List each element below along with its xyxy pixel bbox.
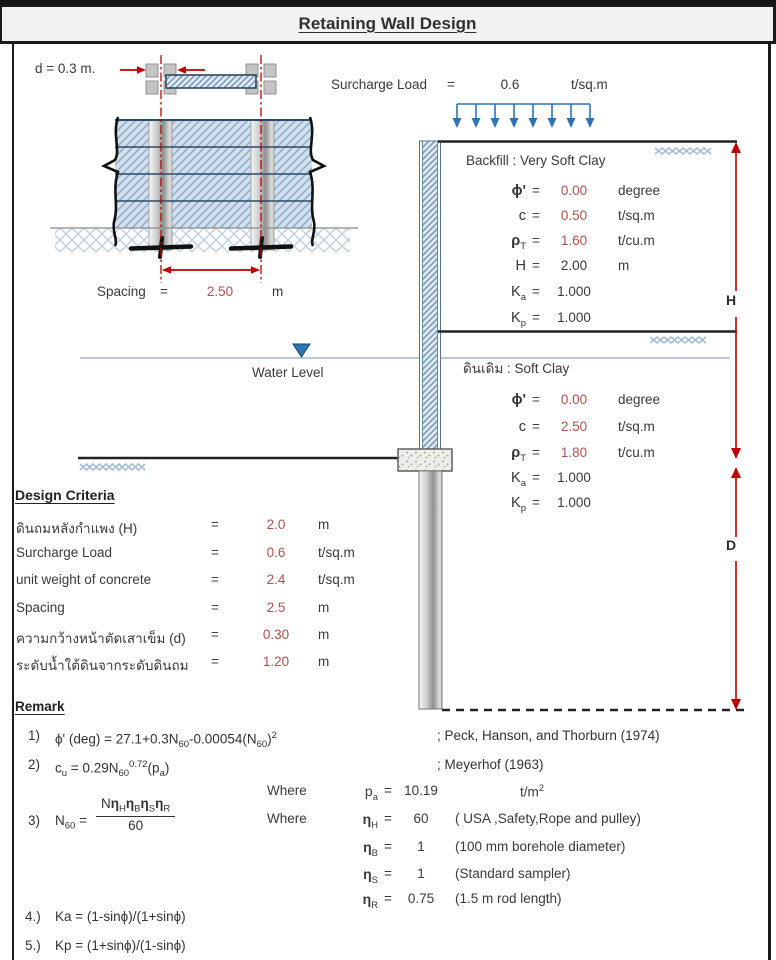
criteria-row: unit weight of concrete = 2.4 t/sq.m [16,572,355,587]
backfill-row: c = 0.50 t/sq.m [518,208,655,224]
density-value: 1.80 [560,445,588,460]
criteria-row: Spacing = 2.5 m [16,600,330,615]
native-soil-row: $\rho_T$ = 1.80 t/cu.m [511,445,655,464]
backfill-title: Backfill : Very Soft Clay [466,153,606,168]
h-dimension-label: H [725,292,737,308]
where-row-eta-h: Where $\eta_H$ = 60 ( USA ,Safety,Rope and pulley) [267,811,641,831]
plan-view [120,64,276,94]
height-value: 2.00 [560,258,588,273]
d-dimension-label: D [725,537,737,553]
retaining-wall-design-sheet: Retaining Wall Design d = 0.3 m. Spacing = 2.50 m Surcharge Load = 0.6 t/sq.m Backfill : Very Soft Clay ϕ' = 0.00 degree c = 0.50 t/sq.m $\rho_T$ = 1.60 t/cu.m H = 2.00 m $K_a$ = 1.000 $K_p$ = 1.000 Water Level H D ดินเดิม : Soft Clay ϕ' = 0.00 degree c = 2.50 t/sq.m $\rho_T$ = 1.80 t/cu.m $K_a$ = 1.000 $K_p$ = 1.000 Design Criteria ดินถมหลังกำแพง (H) = 2.0 m Surcharge Load = 0.6 t/sq.m unit weight of concrete = 2.4 t/sq.m Spacing = 2.5 m ความกว้างหน้าตัดเสาเข็ม (d) = 0.30 m ระดับน้ำใต้ดินจากระดับดินถม = 1.20 m Remark 1) ϕ' $(deg) = 27.1+0.3N_{60}-0.00054(N_{60})^2$ ; Peck, Hanson, and Thorburn (1974) 2) $c_u = 0.29N_{60}^{0.72}(p_a)$ ; Meyerhof (1963) Where $p_a$ = 10.19 $t/m^2$ Where $\eta_H$ = 60 ( USA ,Safety,Rope and pulley) $\eta_B$ = 1 (100 mm borehole diameter) $\eta_S$ = 1 (Standard sampler) $\eta_R$ = 0.75 (1.5 m rod length) 3) $N_{60}$ = $N\eta_H\eta_B\eta_S\eta_R$ 60 4.) Ka = (1-sinϕ)/(1+sinϕ) 5.) Kp = (1+sinϕ)/(1-sinϕ) [0,0,776,960]
criteria-value: 2.5 [266,600,286,615]
criteria-row: Surcharge Load = 0.6 t/sq.m [16,545,355,560]
plan-lagging-panel [166,75,256,88]
where-row-pa: Where $p_a$ = 10.19 $t/m^2$ [267,783,545,803]
backfill-row: $\rho_T$ = 1.60 t/cu.m [511,233,655,252]
native-soil-row: $K_p$ = 1.000 [0,495,776,513]
backfill-row: $K_a$ = 1.000 [0,284,776,302]
kp-value: 1.000 [557,495,591,510]
phi-value: 0.00 [560,183,588,198]
title-bar [0,5,776,44]
surcharge-value: 0.6 [500,77,520,92]
page-title: Retaining Wall Design [298,14,477,33]
surcharge-label: Surcharge Load [331,77,428,92]
where-row-eta-r: $\eta_R$ = 0.75 (1.5 m rod length) [362,891,562,911]
criteria-value: 0.6 [266,545,286,560]
n60-fraction: $N\eta_H\eta_B\eta_S\eta_R$ 60 [96,796,175,833]
ka-value: 1.000 [557,470,591,485]
kp-value: 1.000 [557,310,591,325]
pile-width-dimension-arrows [120,66,205,74]
spacing-eq: = [160,284,168,299]
spacing-label: Spacing [97,284,146,299]
surcharge-unit: t/sq.m [571,77,608,92]
native-soil-row: $K_a$ = 1.000 [0,470,776,488]
native-soil-row: c = 2.50 t/sq.m [518,419,655,435]
surcharge-load-arrows [453,104,595,128]
cohesion-value: 2.50 [560,419,588,434]
surcharge-eq: = [447,77,455,92]
cohesion-value: 0.50 [560,208,588,223]
citation-meyerhof: ; Meyerhof (1963) [437,757,544,772]
criteria-value: 1.20 [262,654,290,669]
density-value: 1.60 [560,233,588,248]
native-soil-row: ϕ' = 0.00 degree [511,392,661,408]
criteria-value: 2.0 [266,517,286,532]
ka-value: 1.000 [557,284,591,299]
water-level-label: Water Level [252,365,324,380]
backfill-row: $K_p$ = 1.000 [0,310,776,328]
criteria-value: 0.30 [262,627,290,642]
spacing-unit: m [272,284,284,299]
spacing-value: 2.50 [206,284,234,299]
citation-peck: ; Peck, Hanson, and Thorburn (1974) [437,728,660,743]
backfill-row: H = 2.00 m [515,258,630,274]
backfill-row: ϕ' = 0.00 degree [511,183,661,199]
criteria-row: ระดับน้ำใต้ดินจากระดับดินถม = 1.20 m [16,654,330,673]
water-level-marker [293,344,310,357]
pile-width-label: d = 0.3 m. [35,61,96,76]
phi-value: 0.00 [560,392,588,407]
criteria-value: 2.4 [266,572,286,587]
where-row-eta-b: $\eta_B$ = 1 (100 mm borehole diameter) [363,839,626,859]
native-soil-title: ดินเดิม : Soft Clay [463,361,570,376]
criteria-row: ดินถมหลังกำแพง (H) = 2.0 m [16,517,330,536]
design-criteria-heading: Design Criteria [15,487,115,503]
where-row-eta-s: $\eta_S$ = 1 (Standard sampler) [363,866,571,886]
criteria-row: ความกว้างหน้าตัดเสาเข็ม (d) = 0.30 m [16,627,330,646]
remark-heading: Remark [15,699,65,714]
